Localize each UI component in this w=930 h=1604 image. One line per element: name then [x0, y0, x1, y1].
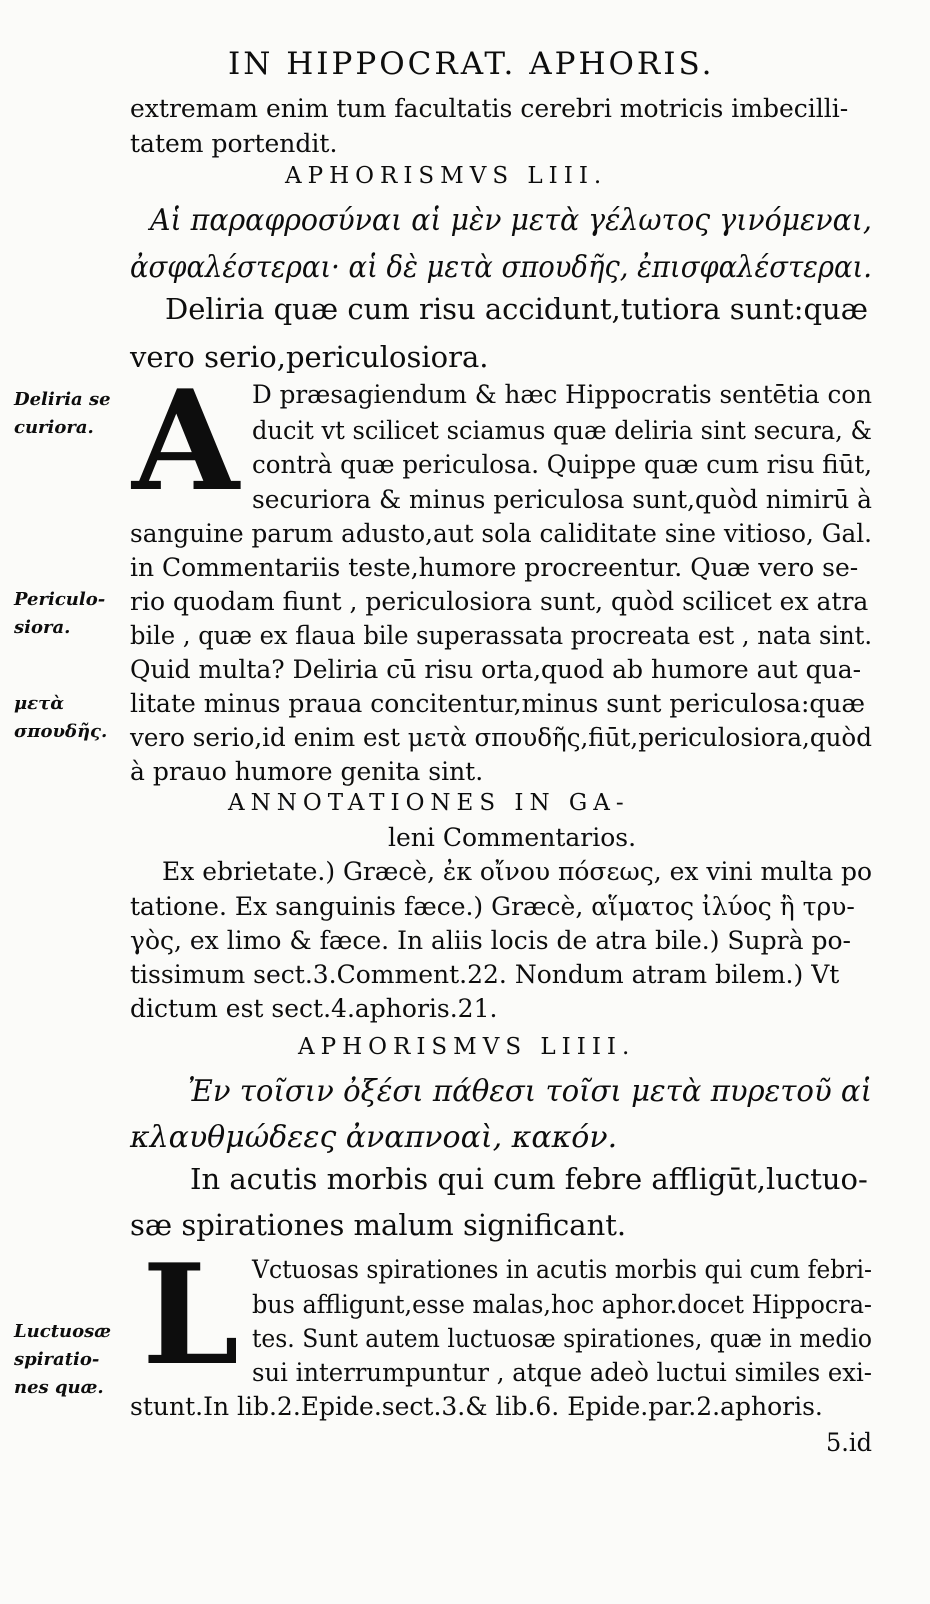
- commentary-line: sanguine parum adusto,aut sola caliditate sine vitioso, Gal.: [130, 519, 873, 548]
- commentary-line: bus affligunt,esse malas,hoc aphor.docet Hippocra-: [252, 1290, 872, 1319]
- catchword: 5.id: [826, 1428, 872, 1457]
- greek-aphorism-line: ἀσφαλέστεραι· αἱ δὲ μετὰ σπουδῆς, ἐπισφαλέστεραι.: [130, 250, 873, 285]
- drop-cap: A: [132, 359, 240, 522]
- margin-note-line: Luctuosæ: [14, 1321, 112, 1342]
- commentary-line: contrà quæ periculosa. Quippe quæ cum risu fiūt,: [252, 450, 873, 479]
- commentary-line: Vctuosas spirationes in acutis morbis qui cum febri-: [252, 1255, 872, 1284]
- text-line: tatem portendit.: [130, 129, 338, 158]
- latin-aphorism-line: vero serio,periculosiora.: [130, 340, 489, 374]
- drop-cap: L: [142, 1233, 240, 1396]
- commentary-line: bile , quæ ex flaua bile superassata procreata est , nata sint.: [130, 621, 873, 650]
- commentary-line: Quid multa? Deliria cū risu orta,quod ab humore aut qua-: [130, 655, 862, 684]
- greek-aphorism-line: Αἱ παραφροσύναι αἱ μὲν μετὰ γέλωτος γινόμεναι,: [150, 203, 872, 238]
- margin-note: [14, 690, 107, 746]
- latin-aphorism-line: sæ spirationes malum significant.: [130, 1208, 627, 1242]
- commentary-line: vero serio,id enim est μετὰ σπουδῆς,fiūt,periculosiora,quòd: [130, 723, 872, 752]
- aphorism-heading: APHORISMVS LIIII.: [298, 1034, 636, 1060]
- margin-note-line: σπουδῆς.: [14, 720, 108, 742]
- commentary-line: litate minus praua concitentur,minus sunt periculosa:quæ: [130, 689, 865, 718]
- latin-aphorism-line: In acutis morbis qui cum febre affligūt,luctuo-: [190, 1162, 868, 1196]
- running-header: IN HIPPOCRAT. APHORIS.: [228, 46, 715, 82]
- greek-aphorism-line: Ἐν τοῖσιν ὀξέσι πάθεσι τοῖσι μετὰ πυρετοῦ αἱ: [188, 1074, 873, 1109]
- commentary-line: tes. Sunt autem luctuosæ spirationes, quæ in medio: [252, 1324, 873, 1353]
- margin-note-line: Deliria se: [14, 389, 111, 410]
- greek-aphorism-line: κλαυθμώδεες ἀναπνοαὶ, κακόν.: [130, 1120, 618, 1155]
- annotations-heading-cont: leni Commentarios.: [388, 823, 637, 852]
- commentary-line: securiora & minus periculosa sunt,quòd nimirū à: [252, 485, 873, 514]
- annotation-line: dictum est sect.4.aphoris.21.: [130, 994, 498, 1023]
- annotation-line: tissimum sect.3.Comment.22. Nondum atram bilem.) Vt: [130, 960, 840, 989]
- commentary-line: à prauo humore genita sint.: [130, 757, 484, 786]
- annotation-line: Ex ebrietate.) Græcè, ἐκ οἴνου πόσεως, ex vini multa po: [162, 857, 873, 886]
- commentary-line: stunt.In lib.2.Epide.sect.3.& lib.6. Epide.par.2.aphoris.: [130, 1392, 823, 1421]
- margin-note-line: siora.: [14, 616, 71, 638]
- margin-note-line: μετὰ: [14, 693, 65, 714]
- margin-note: [14, 386, 111, 442]
- margin-note-line: spiratio-: [14, 1348, 100, 1370]
- annotation-line: tatione. Ex sanguinis fæce.) Græcè, αἵματος ἰλύος ἢ τρυ-: [130, 892, 855, 921]
- margin-note-line: curiora.: [14, 416, 94, 438]
- commentary-line: rio quodam fiunt , periculosiora sunt, quòd scilicet ex atra: [130, 587, 869, 616]
- margin-note: [14, 586, 105, 642]
- margin-note-line: Periculo-: [14, 589, 106, 610]
- commentary-line: sui interrumpuntur , atque adeò luctui similes exi-: [252, 1358, 872, 1387]
- margin-note-line: nes quæ.: [14, 1376, 104, 1398]
- annotation-line: γὸς, ex limo & fæce. In aliis locis de atra bile.) Suprà po-: [130, 926, 851, 955]
- commentary-line: ducit vt scilicet sciamus quæ deliria sint secura, &: [252, 416, 872, 445]
- commentary-line: D præsagiendum & hæc Hippocratis sentētia con: [252, 380, 872, 409]
- margin-note: [14, 1318, 111, 1402]
- commentary-line: in Commentariis teste,humore procreentur. Quæ vero se-: [130, 553, 859, 582]
- aphorism-heading: APHORISMVS LIII.: [285, 163, 608, 189]
- annotations-heading: ANNOTATIONES IN GA-: [228, 790, 630, 816]
- latin-aphorism-line: Deliria quæ cum risu accidunt,tutiora sunt:quæ: [165, 292, 868, 326]
- text-line: extremam enim tum facultatis cerebri motricis imbecilli-: [130, 94, 849, 123]
